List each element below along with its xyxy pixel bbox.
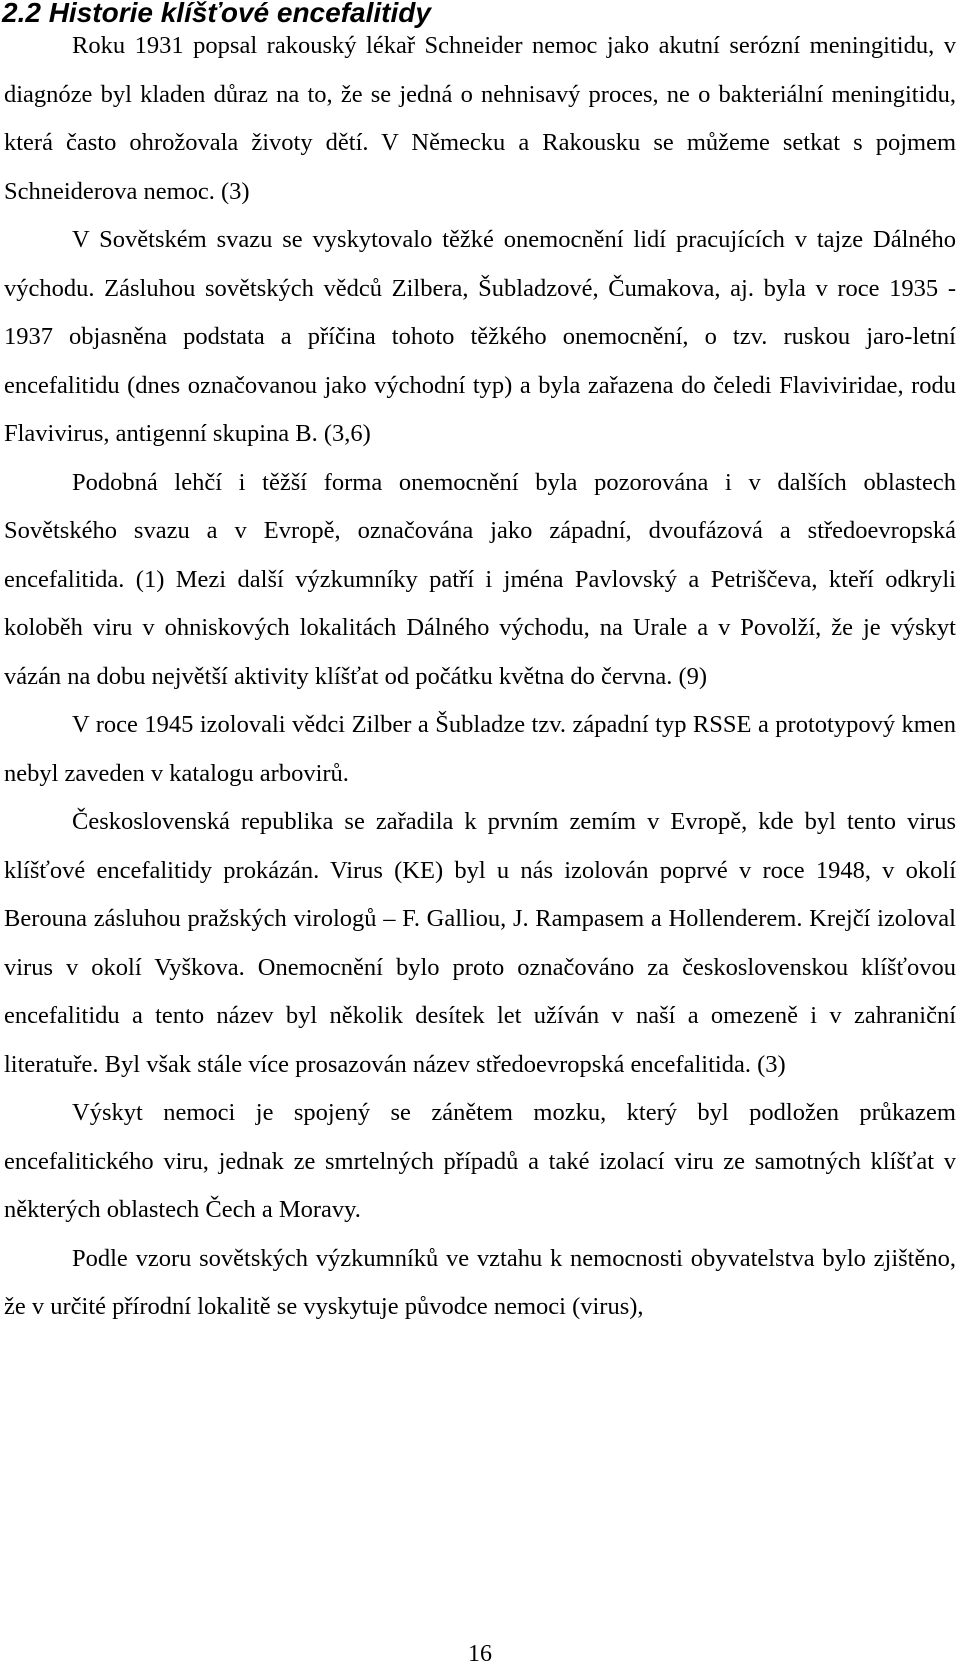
paragraph: Výskyt nemoci je spojený se zánětem mozku, který byl podložen průkazem encefalitického viru, jednak ze smrtelných případů a také izolací viru ze samotných klíšťat v některých oblastech Čech a Moravy. (4, 1099, 956, 1223)
paragraph: V Sovětském svazu se vyskytovalo těžké onemocnění lidí pracujících v tajze Dálného východu. Zásluhou sovětských vědců Zilbera, Šubladzové, Čumakova, aj. byla v roce 1935 - 1937 objasněna podstata a příčina tohoto těžkého onemocnění, o tzv. ruskou jaro-letní encefalitidu (dnes označovanou jako východní typ) a byla zařazena do čeledi Flaviviridae, rodu Flavivirus, antigenní skupina B. (3,6) (4, 226, 956, 447)
paragraph: Roku 1931 popsal rakouský lékař Schneider nemoc jako akutní serózní meningitidu, v diagnóze byl kladen důraz na to, že se jedná o nehnisavý proces, ne o bakteriální meningitidu, která často ohrožovala životy dětí. V Německu a Rakousku se můžeme setkat s pojmem Schneiderova nemoc. (3) (4, 32, 956, 205)
page-number: 16 (468, 1641, 492, 1667)
body-text (4, 22, 956, 1332)
paragraph: V roce 1945 izolovali vědci Zilber a Šubladze tzv. západní typ RSSE a prototypový kmen nebyl zaveden v katalogu arbovirů. (4, 711, 956, 787)
paragraph: Podle vzoru sovětských výzkumníků ve vztahu k nemocnosti obyvatelstva bylo zjištěno, že v určité přírodní lokalitě se vyskytuje původce nemoci (virus), (4, 1244, 956, 1320)
paragraph: Československá republika se zařadila k prvním zemím v Evropě, kde byl tento virus klíšťové encefalitidy prokázán. Virus (KE) byl u nás izolován poprvé v roce 1948, v okolí Berouna zásluhou pražských virologů – F. Galliou, J. Rampasem a Hollenderem. Krejčí izoloval virus v okolí Vyškova. Onemocnění bylo proto označováno za československou klíšťovou encefalitidu a tento název byl několik desítek let užíván v naší a omezeně i v zahraniční literatuře. Byl však stále více prosazován název středoevropská encefalitida. (3) (4, 808, 956, 1078)
section-heading: 2.2 Historie klíšťové encefalitidy (2, 0, 431, 28)
paragraph: Podobná lehčí i těžší forma onemocnění byla pozorována i v dalších oblastech Sovětského svazu a v Evropě, označována jako západní, dvoufázová a středoevropská encefalitida. (1) Mezi další výzkumníky patří i jména Pavlovský a Petriščeva, kteří odkryli koloběh viru v ohniskových lokalitách Dálného východu, na Urale a v Povolží, že je výskyt vázán na dobu největší aktivity klíšťat od počátku května do června. (9) (4, 468, 956, 690)
